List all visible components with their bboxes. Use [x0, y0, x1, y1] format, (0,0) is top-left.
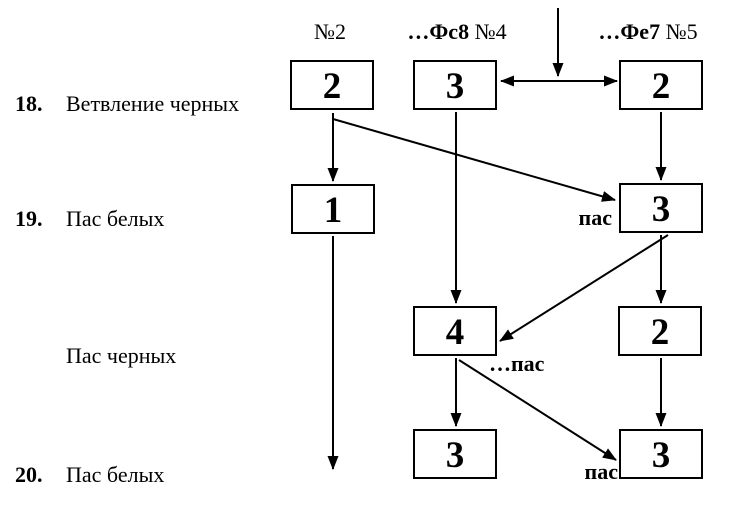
move-description: Ветвление черных [66, 91, 240, 116]
row-label-pass-black [15, 343, 176, 369]
move-description: Пас белых [66, 462, 165, 487]
variation-number: №4 [474, 19, 507, 44]
node-box-move20-var5 [619, 429, 703, 479]
move-number: 19. [15, 206, 43, 231]
node-value: 3 [651, 188, 671, 230]
pass-annotation-black: …пас [489, 351, 545, 376]
node-box-move18-var5 [619, 60, 703, 110]
node-box-pass-var4 [413, 306, 497, 356]
pass-annotation-move20: пас [584, 459, 618, 484]
row-label-move19 [15, 206, 164, 232]
node-box-move19-var2 [291, 184, 375, 234]
move-description: Пас белых [66, 206, 165, 231]
node-value: 3 [651, 434, 671, 476]
node-value: 3 [445, 65, 465, 107]
pass-annotation-move19: пас [578, 205, 612, 230]
move-description: Пас черных [66, 343, 177, 368]
column-header-variation5 [548, 18, 733, 46]
node-value: 4 [445, 311, 465, 353]
node-box-move19-var5 [619, 183, 703, 233]
node-value: 1 [323, 189, 343, 231]
node-box-move18-var4 [413, 60, 497, 110]
node-value: 2 [322, 65, 342, 107]
row-label-move20 [15, 462, 164, 488]
move-number: 18. [15, 91, 43, 116]
node-value: 3 [445, 434, 465, 476]
row-label-move18 [15, 91, 239, 117]
variation-number: №5 [665, 19, 698, 44]
move-label: …Фе7 [598, 19, 661, 44]
node-value: 2 [650, 311, 670, 353]
move-number [15, 343, 66, 369]
node-box-move18-var2 [290, 60, 374, 110]
column-header-variation4 [357, 18, 557, 46]
move-label: …Фс8 [407, 19, 470, 44]
node-value: 2 [651, 65, 671, 107]
move-number: 20. [15, 462, 43, 487]
node-box-pass-var5 [618, 306, 702, 356]
variation-number: №2 [314, 19, 346, 44]
arrow-18v2-to-19v5 [333, 119, 615, 200]
node-box-move20-var4 [413, 429, 497, 479]
